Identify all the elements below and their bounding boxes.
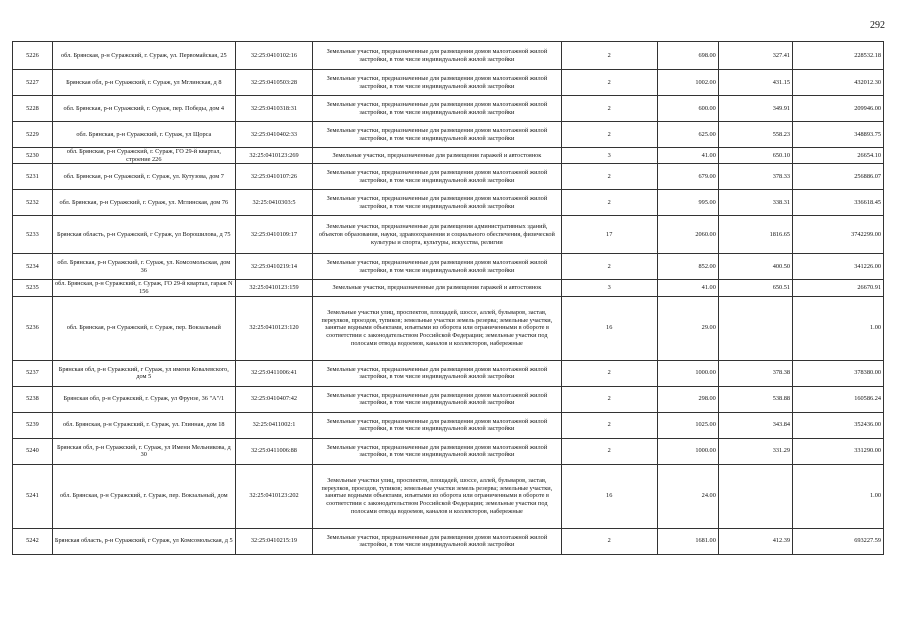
cell-cadastral-value: 1.00 xyxy=(793,296,884,360)
cell-area: 679.00 xyxy=(657,164,718,190)
table-row xyxy=(13,148,884,164)
cell-land-use: Земельные участки, предназначенные для размещения домов малоэтажной жилой застройки, в том числе индивидуальной жилой застройки xyxy=(313,386,561,412)
cell-specific-value: 378.33 xyxy=(718,164,792,190)
cell-cadastral-number: 32:25:0410215:19 xyxy=(235,528,313,554)
cell-number: 5235 xyxy=(13,280,53,296)
cell-land-use: Земельные участки, предназначенные для размещения гаражей и автостоянок xyxy=(313,148,561,164)
table-row xyxy=(13,254,884,280)
cell-cadastral-value: 378380.00 xyxy=(793,360,884,386)
cell-area: 698.00 xyxy=(657,42,718,70)
cell-address: обл. Брянская, р-н Суражский, г. Сураж, ул. Мглинская, дом 76 xyxy=(52,190,235,216)
cell-specific-value: 538.88 xyxy=(718,386,792,412)
table-row xyxy=(13,96,884,122)
cell-address: обл. Брянская, р-н Суражский, г. Сураж, ул. Комсомольская, дом 36 xyxy=(52,254,235,280)
cell-cadastral-number: 32:25:0410123:120 xyxy=(235,296,313,360)
cell-specific-value: 349.91 xyxy=(718,96,792,122)
cell-specific-value: 431.15 xyxy=(718,70,792,96)
cell-specific-value xyxy=(718,464,792,528)
cell-address: обл. Брянская, р-н Суражский, г. Сураж, ул Щорса xyxy=(52,122,235,148)
cell-area: 41.00 xyxy=(657,280,718,296)
cell-land-use: Земельные участки, предназначенные для размещения домов малоэтажной жилой застройки, в том числе индивидуальной жилой застройки xyxy=(313,122,561,148)
cell-group: 3 xyxy=(561,148,657,164)
cell-land-use: Земельные участки, предназначенные для размещения домов малоэтажной жилой застройки, в том числе индивидуальной жилой застройки xyxy=(313,412,561,438)
cell-cadastral-value: 341226.00 xyxy=(793,254,884,280)
cell-address: Брянская обл, р-н Суражский, г. Сураж, ул Имени Мельникова, д 30 xyxy=(52,438,235,464)
cell-area: 24.00 xyxy=(657,464,718,528)
cell-group: 2 xyxy=(561,528,657,554)
cell-cadastral-number: 32:25:0410407:42 xyxy=(235,386,313,412)
cell-specific-value: 412.39 xyxy=(718,528,792,554)
cell-area: 298.00 xyxy=(657,386,718,412)
cell-area: 1681.00 xyxy=(657,528,718,554)
cell-area: 41.00 xyxy=(657,148,718,164)
cell-address: Брянская обл, р-н Суражский, г. Сураж, ул Фрунзе, 36 "А"/1 xyxy=(52,386,235,412)
cell-address: обл. Брянская, р-н Суражский, г. Сураж, пер. Победы, дом 4 xyxy=(52,96,235,122)
cell-specific-value: 343.84 xyxy=(718,412,792,438)
cell-land-use: Земельные участки, предназначенные для размещения домов малоэтажной жилой застройки, в том числе индивидуальной жилой застройки xyxy=(313,42,561,70)
cell-number: 5227 xyxy=(13,70,53,96)
cell-cadastral-number: 32:25:0411006:88 xyxy=(235,438,313,464)
cell-group: 3 xyxy=(561,280,657,296)
cell-cadastral-number: 32:25:0410123:159 xyxy=(235,280,313,296)
cell-cadastral-value: 209946.00 xyxy=(793,96,884,122)
cell-cadastral-value: 3742299.00 xyxy=(793,216,884,254)
cell-land-use: Земельные участки, предназначенные для размещения домов малоэтажной жилой застройки, в том числе индивидуальной жилой застройки xyxy=(313,164,561,190)
cell-cadastral-value: 352436.00 xyxy=(793,412,884,438)
cell-area: 1000.00 xyxy=(657,438,718,464)
cell-group: 2 xyxy=(561,70,657,96)
cell-group: 2 xyxy=(561,360,657,386)
cell-address: Брянская область, р-н Суражский, г Сураж, ул Ворошилова, д 75 xyxy=(52,216,235,254)
cell-number: 5228 xyxy=(13,96,53,122)
cell-number: 5232 xyxy=(13,190,53,216)
cell-specific-value: 327.41 xyxy=(718,42,792,70)
cell-specific-value: 338.31 xyxy=(718,190,792,216)
cell-cadastral-value: 1.00 xyxy=(793,464,884,528)
cell-address: Брянская область, р-н Суражский, г Сураж, ул Комсомольская, д 5 xyxy=(52,528,235,554)
cell-group: 2 xyxy=(561,412,657,438)
cell-number: 5231 xyxy=(13,164,53,190)
cell-address: обл. Брянская, р-н Суражский, г. Сураж, пер. Вокзальный, дом xyxy=(52,464,235,528)
cell-land-use: Земельные участки улиц, проспектов, площадей, шоссе, аллей, бульваров, застав, переулков, проездов, тупиков; земельные участки земель резерва; земельные участки, занятые водными объектами, изъятыми из оборота или ограниченными в обороте в соответствии с законодательством Российской Федерации; земельные участки под полосами отвода водоемов, каналов и коллекторов, набережные xyxy=(313,464,561,528)
table-row xyxy=(13,386,884,412)
cell-number: 5230 xyxy=(13,148,53,164)
cell-group: 2 xyxy=(561,438,657,464)
cell-cadastral-value: 160586.24 xyxy=(793,386,884,412)
cell-area: 852.00 xyxy=(657,254,718,280)
cell-group: 2 xyxy=(561,386,657,412)
table-row xyxy=(13,280,884,296)
cell-specific-value: 650.51 xyxy=(718,280,792,296)
cell-cadastral-value: 228532.18 xyxy=(793,42,884,70)
cell-cadastral-number: 32:25:0411002:1 xyxy=(235,412,313,438)
cell-specific-value: 331.29 xyxy=(718,438,792,464)
cell-address: обл. Брянская, р-н Суражский, г. Сураж, ГО 29-й квартал, строение 226 xyxy=(52,148,235,164)
cell-area: 1002.00 xyxy=(657,70,718,96)
cell-address: обл. Брянская, р-н Суражский, г. Сураж, ГО 29-й квартал, гараж N 156 xyxy=(52,280,235,296)
cell-cadastral-number: 32:25:0410318:31 xyxy=(235,96,313,122)
cell-number: 5236 xyxy=(13,296,53,360)
cell-specific-value: 400.50 xyxy=(718,254,792,280)
cell-group: 2 xyxy=(561,96,657,122)
cell-group: 16 xyxy=(561,464,657,528)
cell-land-use: Земельные участки, предназначенные для размещения домов малоэтажной жилой застройки, в том числе индивидуальной жилой застройки xyxy=(313,438,561,464)
cell-area: 1000.00 xyxy=(657,360,718,386)
cell-specific-value xyxy=(718,296,792,360)
cell-group: 2 xyxy=(561,122,657,148)
cell-number: 5237 xyxy=(13,360,53,386)
cell-address: обл. Брянская, р-н Суражский, г. Сураж, ул. Глинная, дом 18 xyxy=(52,412,235,438)
cell-cadastral-value: 256886.07 xyxy=(793,164,884,190)
cell-cadastral-value: 432012.30 xyxy=(793,70,884,96)
table-row xyxy=(13,296,884,360)
cell-land-use: Земельные участки, предназначенные для размещения гаражей и автостоянок xyxy=(313,280,561,296)
cell-group: 2 xyxy=(561,42,657,70)
cell-cadastral-value: 336618.45 xyxy=(793,190,884,216)
cell-area: 29.00 xyxy=(657,296,718,360)
cell-land-use: Земельные участки, предназначенные для размещения административных зданий, объектов образования, науки, здравоохранения и социального обеспечения, физической культуры и спорта, культуры, искусства, религии xyxy=(313,216,561,254)
cell-area: 995.00 xyxy=(657,190,718,216)
table-row xyxy=(13,438,884,464)
cell-group: 2 xyxy=(561,164,657,190)
cell-number: 5226 xyxy=(13,42,53,70)
cell-specific-value: 1816.65 xyxy=(718,216,792,254)
cell-group: 2 xyxy=(561,190,657,216)
table-body xyxy=(13,42,884,555)
cell-group: 2 xyxy=(561,254,657,280)
cell-address: Брянская обл, р-н Суражский, г Сураж, ул имени Ковалевского, дом 5 xyxy=(52,360,235,386)
cell-number: 5229 xyxy=(13,122,53,148)
cell-cadastral-value: 26670.91 xyxy=(793,280,884,296)
cell-specific-value: 558.23 xyxy=(718,122,792,148)
cell-number: 5242 xyxy=(13,528,53,554)
table-row xyxy=(13,528,884,554)
cadastral-value-table xyxy=(12,41,884,555)
cell-cadastral-number: 32:25:0410102:16 xyxy=(235,42,313,70)
table-row xyxy=(13,412,884,438)
table-row xyxy=(13,216,884,254)
cell-land-use: Земельные участки, предназначенные для размещения домов малоэтажной жилой застройки, в том числе индивидуальной жилой застройки xyxy=(313,254,561,280)
cell-cadastral-number: 32:25:0411006:41 xyxy=(235,360,313,386)
cell-group: 17 xyxy=(561,216,657,254)
cell-area: 600.00 xyxy=(657,96,718,122)
cell-specific-value: 650.10 xyxy=(718,148,792,164)
cell-cadastral-number: 32:25:0410107:26 xyxy=(235,164,313,190)
cell-number: 5241 xyxy=(13,464,53,528)
cell-number: 5239 xyxy=(13,412,53,438)
cell-address: Брянская обл, р-н Суражский, г. Сураж, ул Мглинская, д 8 xyxy=(52,70,235,96)
cell-group: 16 xyxy=(561,296,657,360)
cell-land-use: Земельные участки, предназначенные для размещения домов малоэтажной жилой застройки, в том числе индивидуальной жилой застройки xyxy=(313,360,561,386)
cell-address: обл. Брянская, р-н Суражский, г. Сураж, ул. Первомайская, 25 xyxy=(52,42,235,70)
cell-cadastral-value: 348893.75 xyxy=(793,122,884,148)
cell-number: 5238 xyxy=(13,386,53,412)
cell-cadastral-number: 32:25:0410503:28 xyxy=(235,70,313,96)
table-row xyxy=(13,164,884,190)
cell-number: 5234 xyxy=(13,254,53,280)
cell-address: обл. Брянская, р-н Суражский, г. Сураж, ул. Кутузова, дом 7 xyxy=(52,164,235,190)
table-row xyxy=(13,190,884,216)
table-row xyxy=(13,464,884,528)
table-row xyxy=(13,360,884,386)
cell-cadastral-value: 693227.59 xyxy=(793,528,884,554)
cell-land-use: Земельные участки, предназначенные для размещения домов малоэтажной жилой застройки, в том числе индивидуальной жилой застройки xyxy=(313,70,561,96)
table-row xyxy=(13,70,884,96)
page-number: 292 xyxy=(870,20,885,31)
cell-specific-value: 378.38 xyxy=(718,360,792,386)
cell-cadastral-number: 32:25:0410123:202 xyxy=(235,464,313,528)
cell-number: 5240 xyxy=(13,438,53,464)
cell-cadastral-value: 26654.10 xyxy=(793,148,884,164)
cell-cadastral-number: 32:25:0410303:5 xyxy=(235,190,313,216)
cell-land-use: Земельные участки, предназначенные для размещения домов малоэтажной жилой застройки, в том числе индивидуальной жилой застройки xyxy=(313,528,561,554)
cell-cadastral-value: 331290.00 xyxy=(793,438,884,464)
cell-land-use: Земельные участки, предназначенные для размещения домов малоэтажной жилой застройки, в том числе индивидуальной жилой застройки xyxy=(313,190,561,216)
cell-area: 1025.00 xyxy=(657,412,718,438)
cell-number: 5233 xyxy=(13,216,53,254)
table-row xyxy=(13,122,884,148)
cell-area: 625.00 xyxy=(657,122,718,148)
cell-area: 2060.00 xyxy=(657,216,718,254)
cell-cadastral-number: 32:25:0410219:14 xyxy=(235,254,313,280)
cell-land-use: Земельные участки, предназначенные для размещения домов малоэтажной жилой застройки, в том числе индивидуальной жилой застройки xyxy=(313,96,561,122)
cell-cadastral-number: 32:25:0410123:269 xyxy=(235,148,313,164)
cell-cadastral-number: 32:25:0410402:33 xyxy=(235,122,313,148)
table-row xyxy=(13,42,884,70)
cell-address: обл. Брянская, р-н Суражский, г. Сураж, пер. Вокзальный xyxy=(52,296,235,360)
cell-land-use: Земельные участки улиц, проспектов, площадей, шоссе, аллей, бульваров, застав, переулков, проездов, тупиков; земельные участки земель резерва; земельные участки, занятые водными объектами, изъятыми из оборота или ограниченными в обороте в соответствии с законодательством Российской Федерации; земельные участки под полосами отвода водоемов, каналов и коллекторов, набережные xyxy=(313,296,561,360)
cell-cadastral-number: 32:25:0410109:17 xyxy=(235,216,313,254)
